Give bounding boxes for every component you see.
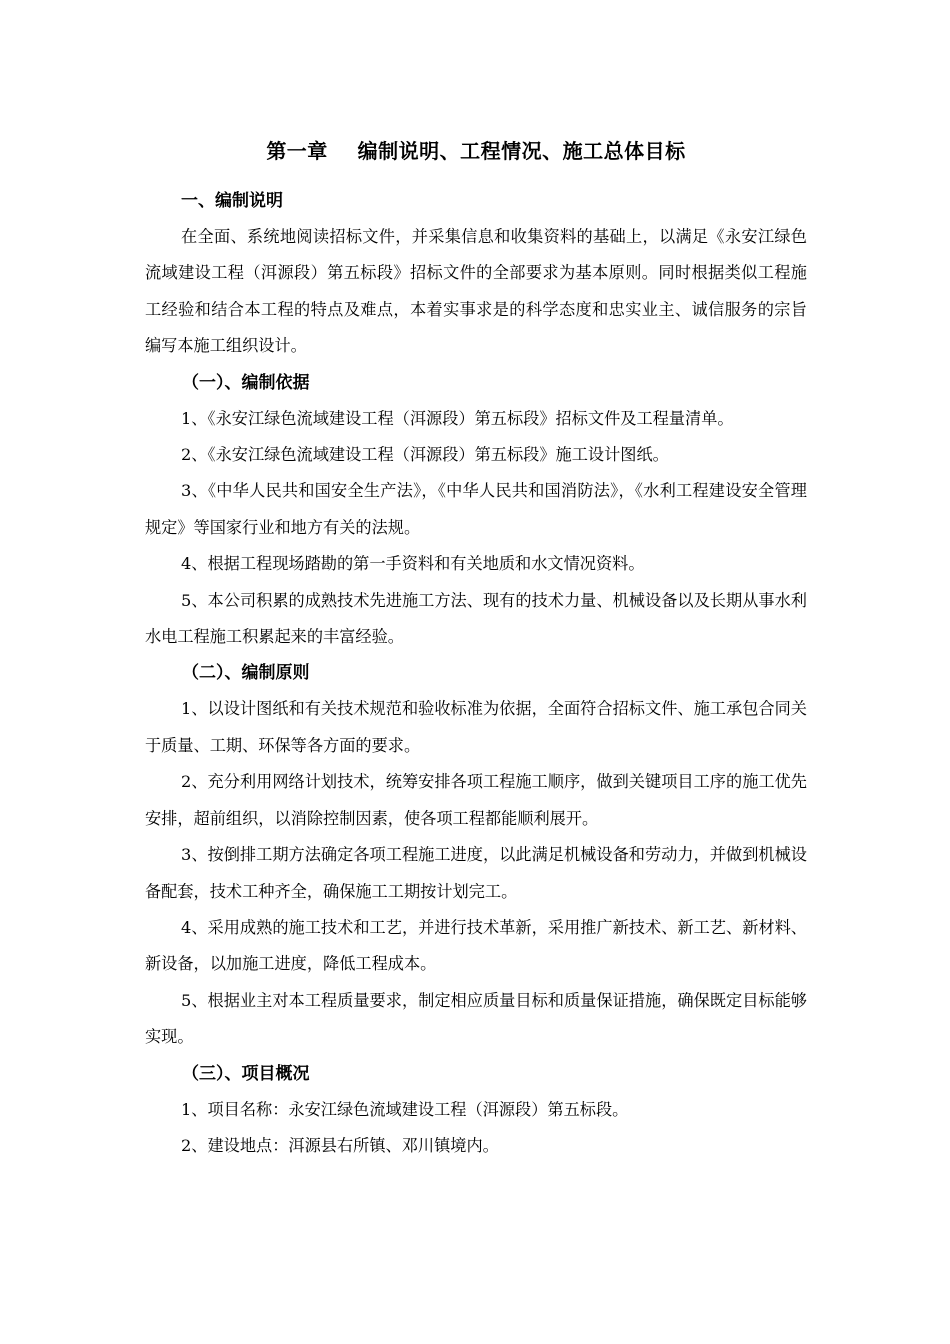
overview-item: 2、建设地点：洱源县右所镇、邓川镇境内。 xyxy=(181,1135,499,1155)
basis-item: 2、《永安江绿色流域建设工程（洱源段）第五标段》施工设计图纸。 xyxy=(181,445,669,465)
compilation-notes-paragraph: 在全面、系统地阅读招标文件，并采集信息和收集资料的基础上，以满足《永安江绿色流域建设工程（洱源段）第五标段》招标文件的全部要求为基本原则。同时根据类似工程施工经验和结合本工程的特点及难点，本着实事求是的科学态度和忠实业主、诚信服务的宗旨编写本施工组织设计。 xyxy=(145,227,807,356)
section-heading-project-overview: （三）、项目概况 xyxy=(182,1063,310,1084)
basis-item: 4、根据工程现场踏勘的第一手资料和有关地质和水文情况资料。 xyxy=(181,554,645,574)
section-heading-compilation-basis: （一）、编制依据 xyxy=(182,372,310,393)
basis-item: 5、本公司积累的成熟技术先进施工方法、现有的技术力量、机械设备以及长期从事水利水电工程施工积累起来的丰富经验。 xyxy=(145,590,807,647)
principle-item: 1、以设计图纸和有关技术规范和验收标准为依据，全面符合招标文件、施工承包合同关于质量、工期、环保等各方面的要求。 xyxy=(145,699,807,755)
principle-item: 2、充分利用网络计划技术，统筹安排各项工程施工顺序，做到关键项目工序的施工优先安排，超前组织，以消除控制因素，使各项工程都能顺利展开。 xyxy=(145,772,807,828)
principle-item: 3、按倒排工期方法确定各项工程施工进度，以此满足机械设备和劳动力，并做到机械设备配套，技术工种齐全，确保施工工期按计划完工。 xyxy=(145,845,807,901)
title-spacer xyxy=(145,169,807,183)
section-heading-compilation-notes: 一、编制说明 xyxy=(181,191,283,211)
principle-item: 4、采用成熟的施工技术和工艺，并进行技术革新，采用推广新技术、新工艺、新材料、新设备，以加施工进度，降低工程成本。 xyxy=(145,917,807,974)
basis-item: 3、《中华人民共和国安全生产法》，《中华人民共和国消防法》，《水利工程建设安全管理规定》等国家行业和地方有关的法规。 xyxy=(145,481,807,537)
document-body xyxy=(145,133,807,1164)
principle-item: 5、根据业主对本工程质量要求，制定相应质量目标和质量保证措施，确保既定目标能够实现。 xyxy=(145,990,807,1047)
overview-item: 1、项目名称：永安江绿色流域建设工程（洱源段）第五标段。 xyxy=(181,1099,629,1119)
section-heading-compilation-principles: （二）、编制原则 xyxy=(182,663,310,684)
chapter-title: 第一章 编制说明、工程情况、施工总体目标 xyxy=(266,139,686,163)
basis-item: 1、《永安江绿色流域建设工程（洱源段）第五标段》招标文件及工程量清单。 xyxy=(181,408,734,428)
